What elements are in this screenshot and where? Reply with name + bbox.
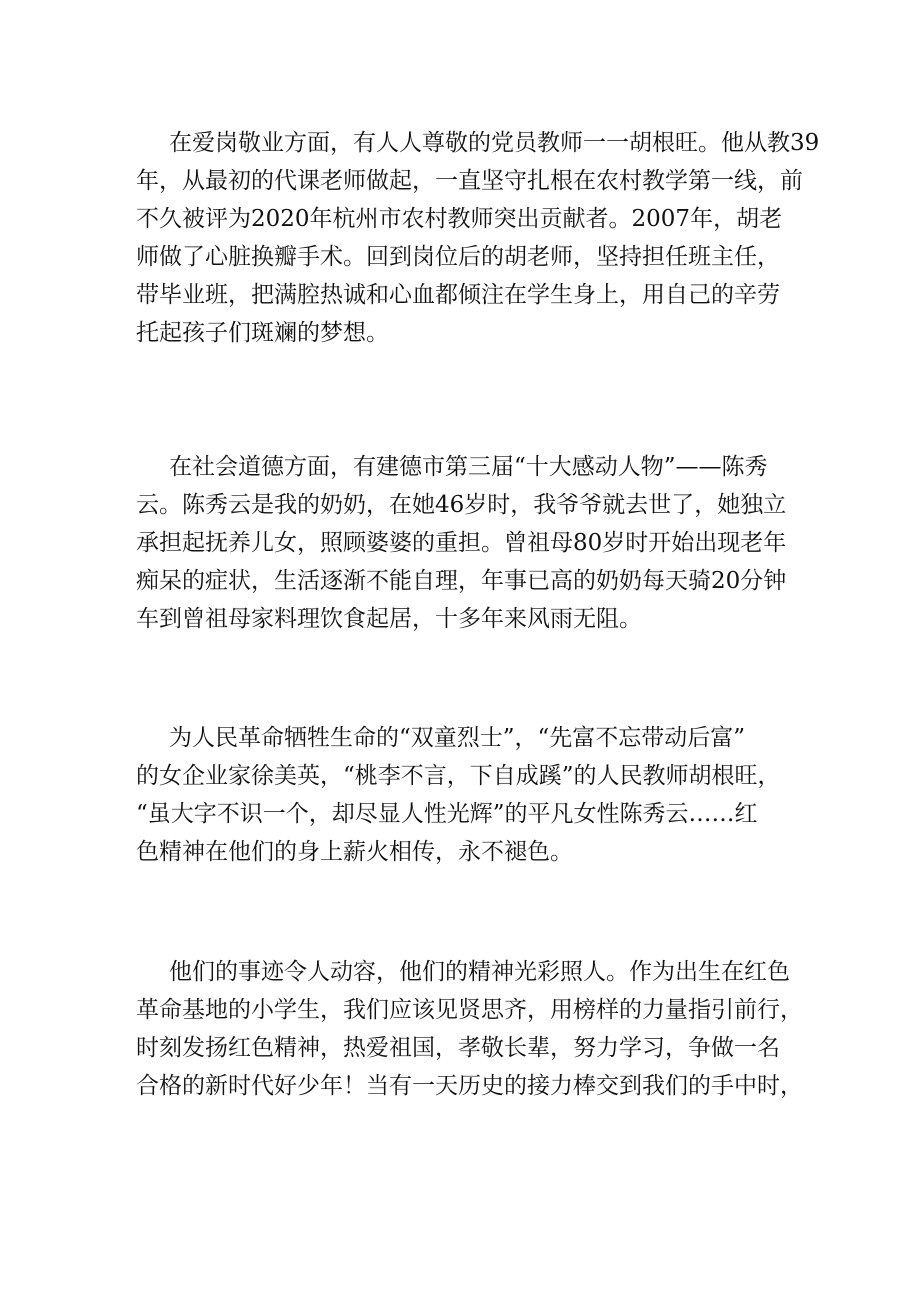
paragraph-line: 师做了心脏换瓣手术。回到岗位后的胡老师，坚持担任班主任，	[136, 244, 780, 270]
paragraph-line: 托起孩子们斑斓的梦想。	[136, 320, 389, 346]
paragraph-line: 承担起抚养儿女，照顾婆婆的重担。曾祖母80岁时开始出现老年	[136, 530, 787, 556]
paragraph-social-morality	[136, 448, 800, 638]
paragraph-line: 为人民革命牺牲生命的“双童烈士”，“先富不忘带动后富”	[169, 725, 746, 751]
paragraph-line: 年，从最初的代课老师做起，一直坚守扎根在农村教学第一线，前	[136, 168, 803, 194]
paragraph-line: 在社会道德方面，有建德市第三届“十大感动人物”——陈秀	[169, 454, 768, 480]
paragraph-line: 时刻发扬红色精神，热爱祖国，孝敬长辈，努力学习，争做一名	[136, 1035, 780, 1061]
paragraph-line: “虽大字不识一个，却尽显人性光辉”的平凡女性陈秀云……红	[136, 801, 758, 827]
paragraph-line: 他们的事迹令人动容，他们的精神光彩照人。作为出生在红色	[169, 959, 790, 985]
paragraph-line: 带毕业班，把满腔热诚和心血都倾注在学生身上，用自己的辛劳	[136, 282, 780, 308]
paragraph-line: 的女企业家徐美英，“桃李不言，下自成蹊”的人民教师胡根旺，	[136, 763, 781, 789]
paragraph-line: 革命基地的小学生，我们应该见贤思齐，用榜样的力量指引前行，	[136, 997, 803, 1023]
paragraph-line: 色精神在他们的身上薪火相传，永不褪色。	[136, 839, 573, 865]
paragraph-conclusion	[136, 953, 803, 1105]
paragraph-line: 云。陈秀云是我的奶奶，在她46岁时，我爷爷就去世了，她独立	[136, 492, 787, 518]
paragraph-line: 车到曾祖母家料理饮食起居，十多年来风雨无阻。	[136, 606, 642, 632]
paragraph-dedication	[136, 124, 820, 352]
paragraph-line: 在爱岗敬业方面，有人人尊敬的党员教师一一胡根旺。他从教39	[169, 130, 820, 156]
paragraph-red-spirit	[136, 719, 800, 871]
paragraph-line: 痴呆的症状，生活逐渐不能自理，年事已高的奶奶每天骑20分钟	[136, 568, 787, 594]
paragraph-line: 不久被评为2020年杭州市农村教师突出贡献者。2007年，胡老	[136, 206, 783, 232]
paragraph-line: 合格的新时代好少年！当有一天历史的接力棒交到我们的手中时，	[136, 1073, 803, 1099]
